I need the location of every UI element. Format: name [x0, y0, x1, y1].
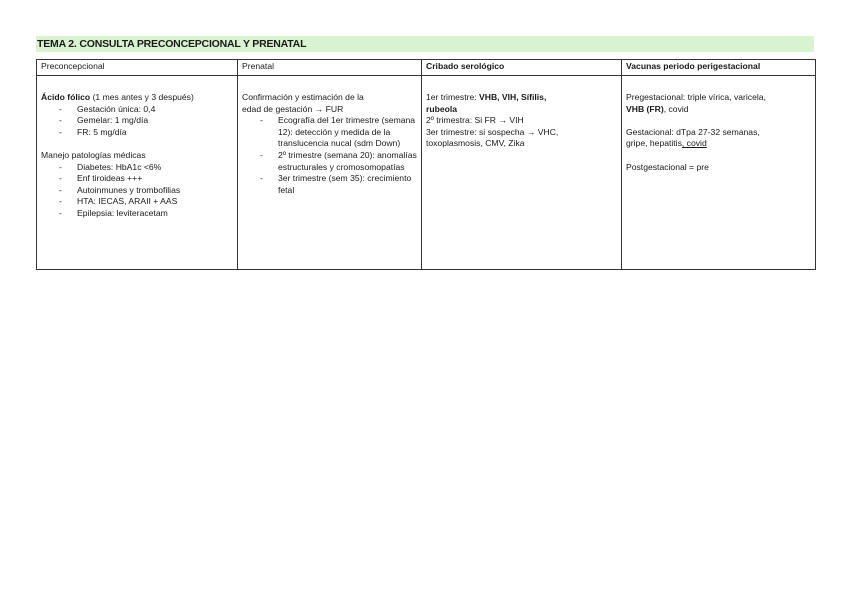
- list-item: - FR: 5 mg/día: [59, 127, 233, 139]
- vacunas-gest-line2: [626, 138, 811, 150]
- content-row: [37, 76, 816, 270]
- list-item: - Epilepsia: leviteracetam: [59, 208, 233, 220]
- header-vacunas: Vacunas periodo perigestacional: [622, 60, 816, 76]
- cribado-t1-line2: [426, 104, 617, 116]
- list-item: - Autoinmunes y trombofilias: [59, 185, 233, 197]
- vacunas-gest-line1: Gestacional: dTpa 27-32 semanas,: [626, 126, 760, 137]
- cribado-t3-line2: toxoplasmosis, CMV, Zika: [426, 138, 525, 149]
- cribado-t1-bold2: rubeola: [426, 103, 458, 114]
- cribado-t1-line: [426, 92, 617, 104]
- list-item: - Gestación única: 0,4: [59, 104, 233, 116]
- prenatal-list: [242, 115, 417, 196]
- list-item: - Enf tiroideas +++: [59, 173, 233, 185]
- cell-preconcepcional: [37, 76, 238, 270]
- list-item: - Gemelar: 1 mg/día: [59, 115, 233, 127]
- list-item: - HTA: IECAS, ARAII + AAS: [59, 196, 233, 208]
- folico-detail: (1 mes antes y 3 después): [90, 92, 194, 102]
- vacunas-gest-prefix: gripe, hepatitis: [626, 138, 682, 149]
- vacunas-pre-line2: [626, 104, 811, 116]
- manejo-label: Manejo patologías médicas: [41, 149, 146, 160]
- folico-line: [41, 92, 233, 104]
- cell-prenatal: [238, 76, 422, 270]
- header-prenatal: Prenatal: [238, 60, 422, 76]
- header-cribado: Cribado serológico: [422, 60, 622, 76]
- manejo-list: [41, 162, 233, 220]
- summary-table: [36, 59, 816, 270]
- list-item: - 2º trimestre (semana 20): anomalías estructurales y cromosomopatías: [260, 150, 417, 173]
- vacunas-pre-line1: Pregestacional: triple vírica, varicela,: [626, 92, 766, 102]
- page-title: TEMA 2. CONSULTA PRECONCEPCIONAL Y PRENATAL: [36, 36, 814, 52]
- list-item: - 3er trimestre (sem 35): crecimiento fetal: [260, 173, 417, 196]
- vacunas-pre-rest: , covid: [663, 103, 689, 114]
- list-item: - Diabetes: HbA1c <6%: [59, 162, 233, 174]
- cribado-t1-prefix: 1er trimestre:: [426, 92, 480, 102]
- cell-cribado: [422, 76, 622, 270]
- folico-label: Ácido fólico: [41, 92, 91, 102]
- header-row: [37, 60, 816, 76]
- cribado-t3-line1: 3er trimestre: si sospecha → VHC,: [426, 126, 559, 137]
- vacunas-pre-bold: VHB (FR): [626, 103, 664, 114]
- list-item: - Ecografía del 1er trimestre (semana 12): detección y medida de la translucencia nucal (sdm Down): [260, 115, 417, 150]
- vacunas-post: Postgestacional = pre: [626, 161, 709, 172]
- cribado-t1-bold: VHB, VIH, Sífilis,: [479, 92, 547, 102]
- prenatal-intro-line2: edad de gestación → FUR: [242, 103, 344, 114]
- cell-vacunas: [622, 76, 816, 270]
- header-preconcepcional: Preconcepcional: [37, 60, 238, 76]
- vacunas-gest-underline: , covid: [681, 138, 707, 149]
- prenatal-intro-line1: Confirmación y estimación de la: [242, 92, 364, 102]
- folico-list: [41, 104, 233, 139]
- cribado-t2: 2º trimestra: Si FR → VIH: [426, 115, 524, 126]
